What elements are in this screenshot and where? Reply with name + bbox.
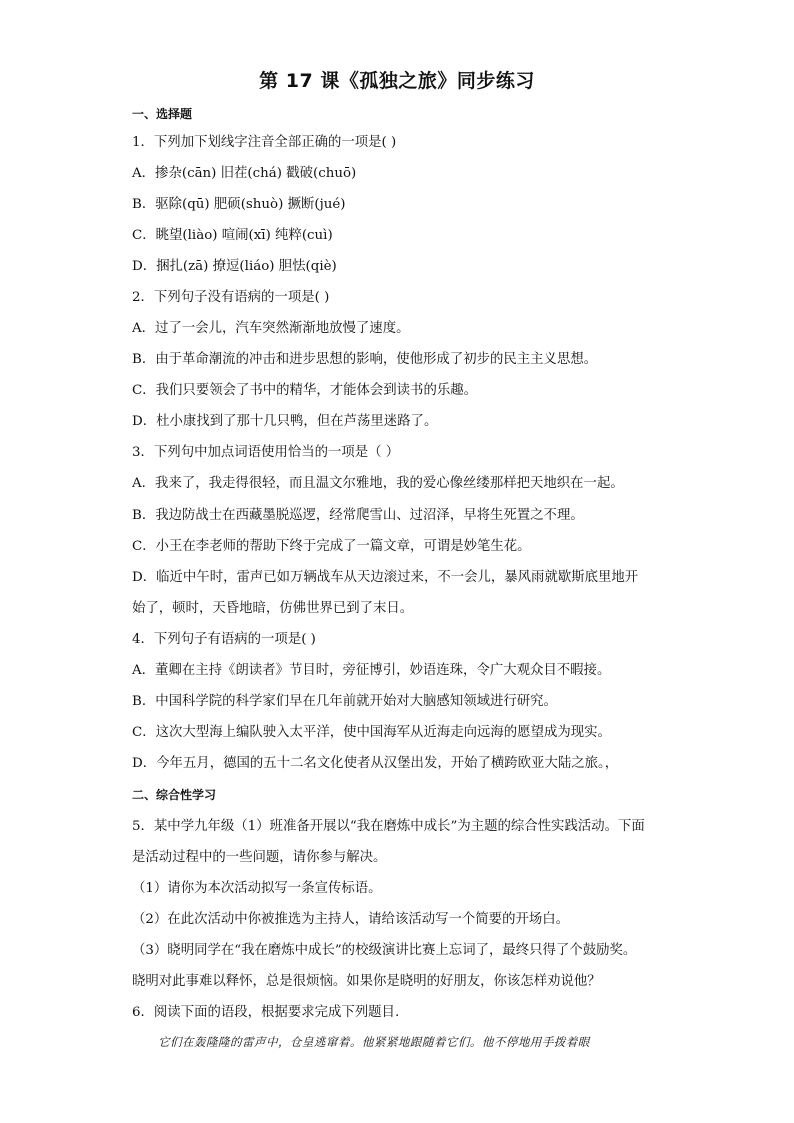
question-2-option-b: B．由于革命潮流的冲击和进步思想的影响，使他形成了初步的民主主义思想。 [132, 352, 598, 367]
question-3-stem: 3．下列句中加点词语使用恰当的一项是（ ） [132, 445, 400, 460]
question-3-option-b: B．我边防战士在西藏墨脱巡逻，经常爬雪山、过沼泽，早将生死置之不理。 [132, 508, 584, 523]
question-4-stem: 4．下列句子有语病的一项是( ) [132, 632, 316, 647]
section-heading-choice: 一、选择题 [132, 107, 193, 121]
question-2-option-d: D．杜小康找到了那十几只鸭，但在芦荡里迷路了。 [132, 414, 438, 429]
question-3-option-d: D．临近中午时，雷声已如万辆战车从天边滚过来，不一会儿，暴风雨就歇斯底里地开 [132, 570, 639, 585]
question-5-stem-cont: 是活动过程中的一些问题，请你参与解决。 [132, 850, 387, 865]
question-1-option-c: C．眺望(liào) 喧闹(xī) 纯粹(cuì) [132, 228, 333, 243]
question-4-option-c: C．这次大型海上编队驶入太平洋，使中国海军从近海走向远海的愿望成为现实。 [132, 725, 611, 740]
question-5-part-3-cont: 晓明对此事难以释怀，总是很烦恼。如果你是晓明的好朋友，你该怎样劝说他？ [132, 974, 601, 989]
question-5-stem: 5．某中学九年级（1）班准备开展以“我在磨炼中成长”为主题的综合性实践活动。下面 [132, 819, 645, 834]
question-1-option-b: B．驱除(qū) 肥硕(shuò) 撅断(jué) [132, 197, 346, 212]
section-heading-comprehensive: 二、综合性学习 [132, 788, 217, 802]
question-3-option-c: C．小王在李老师的帮助下终于完成了一篇文章，可谓是妙笔生花。 [132, 539, 531, 554]
page-title: 第 17 课《孤独之旅》同步练习 [259, 70, 535, 92]
question-5-part-2: （2）在此次活动中你被推选为主持人，请给该活动写一个简要的开场白。 [132, 912, 570, 927]
question-2-stem: 2．下列句子没有语病的一项是( ) [132, 290, 330, 305]
question-6-stem: 6．阅读下面的语段，根据要求完成下列题目. [132, 1005, 400, 1020]
question-2-option-a: A．过了一会儿，汽车突然渐渐地放慢了速度。 [132, 321, 410, 336]
question-1-option-d: D．捆扎(zā) 撩逗(liáo) 胆怯(qiè) [132, 259, 337, 274]
question-4-option-b: B．中国科学院的科学家们早在几年前就开始对大脑感知领域进行研究。 [132, 694, 557, 709]
question-5-part-3: （3）晓明同学在“我在磨炼中成长”的校级演讲比赛上忘词了，最终只得了个鼓励奖。 [132, 943, 637, 958]
question-4-option-d: D．今年五月，德国的五十二名文化使者从汉堡出发，开始了横跨欧亚大陆之旅。， [132, 756, 619, 771]
question-2-option-c: C．我们只要领会了书中的精华，才能体会到读书的乐趣。 [132, 383, 478, 398]
reading-passage-line: 它们在轰隆隆的雷声中，仓皇逃窜着。他紧紧地跟随着它们。他不停地用手拨着眼 [158, 1035, 590, 1049]
question-1-stem: 1．下列加下划线字注音全部正确的一项是( ) [132, 135, 397, 150]
question-3-option-d-cont: 始了，顿时，天昏地暗，仿佛世界已到了末日。 [132, 601, 414, 616]
question-4-option-a: A．董卿在主持《朗读者》节目时，旁征博引，妙语连珠，令广大观众目不暇接。 [132, 663, 611, 678]
question-1-option-a: A．掺杂(cān) 旧茬(chá) 戳破(chuō) [132, 166, 357, 181]
question-3-option-a: A．我来了，我走得很轻，而且温文尔雅地，我的爱心像丝缕那样把天地织在一起。 [132, 476, 624, 491]
question-5-part-1: （1）请你为本次活动拟写一条宣传标语。 [132, 881, 382, 896]
